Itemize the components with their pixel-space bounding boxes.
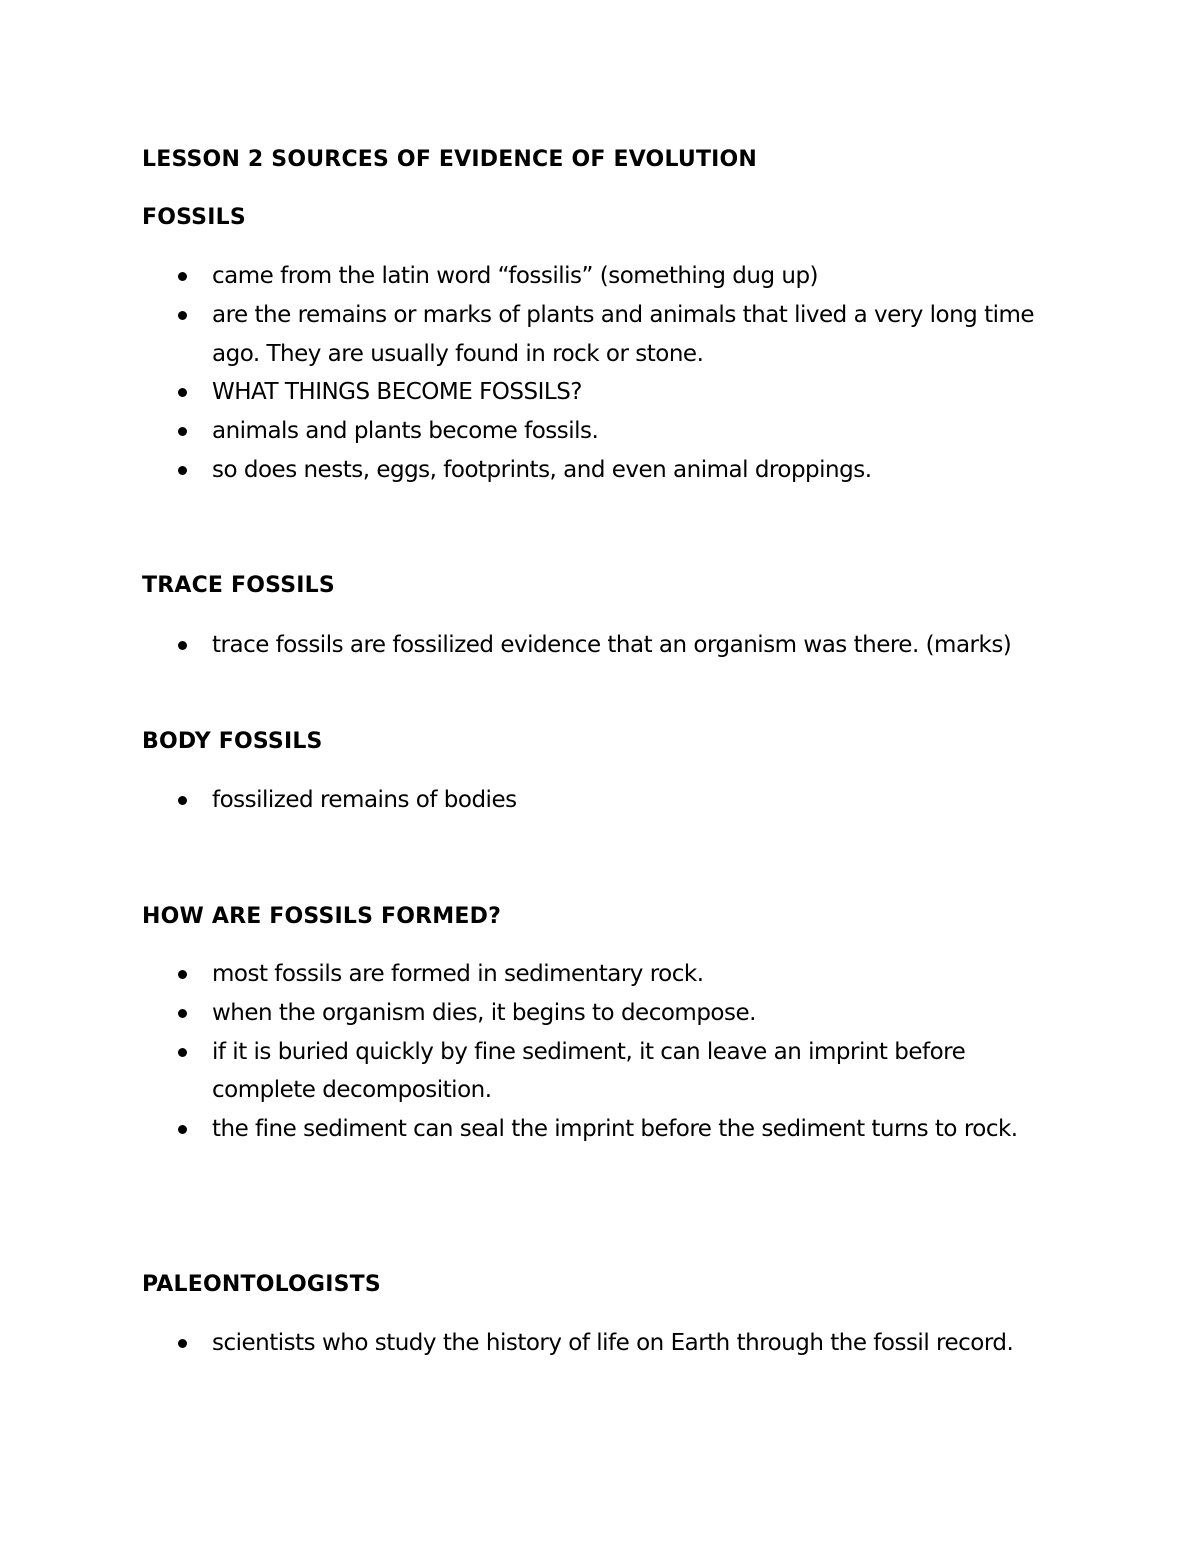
list-item (142, 955, 1062, 994)
bullet-icon (178, 388, 187, 397)
list-item (142, 994, 1062, 1033)
bullet-icon (178, 1125, 187, 1134)
list-item-text: so does nests, eggs, footprints, and even animal droppings. (212, 456, 872, 483)
list-item (142, 1110, 1022, 1149)
bullet-icon (178, 466, 187, 475)
list-item (142, 1324, 1062, 1363)
bullet-icon (178, 311, 187, 320)
list-item (142, 451, 1062, 490)
trace-fossils-list (142, 626, 1062, 665)
fossils-list (142, 257, 1062, 490)
list-item (142, 781, 1062, 820)
list-item-text: when the organism dies, it begins to decompose. (212, 999, 756, 1026)
list-item (142, 373, 1062, 412)
lesson-title: LESSON 2 SOURCES OF EVIDENCE OF EVOLUTION (142, 147, 758, 172)
bullet-icon (178, 641, 187, 650)
list-item-text: most fossils are formed in sedimentary rock. (212, 961, 704, 987)
list-item-text: trace fossils are fossilized evidence that an organism was there. (marks) (212, 632, 1012, 658)
list-item (142, 296, 1062, 374)
list-item (142, 626, 1062, 665)
list-item-text: are the remains or marks of plants and animals that lived a very long time ago. They are usually found in rock or stone. (212, 301, 1035, 367)
section-heading-how-formed: HOW ARE FOSSILS FORMED? (142, 904, 502, 929)
list-item-text: fossilized remains of bodies (212, 787, 517, 813)
list-item-text: came from the latin word “fossilis” (something dug up) (212, 263, 819, 289)
bullet-icon (178, 427, 187, 436)
body-fossils-list (142, 781, 1062, 820)
bullet-icon (178, 1009, 187, 1018)
bullet-icon (178, 796, 187, 805)
list-item-text: WHAT THINGS BECOME FOSSILS? (212, 379, 583, 406)
section-heading-body-fossils: BODY FOSSILS (142, 729, 323, 754)
paleontologists-list (142, 1324, 1062, 1363)
section-heading-fossils: FOSSILS (142, 205, 246, 230)
bullet-icon (178, 1339, 187, 1348)
section-heading-paleontologists: PALEONTOLOGISTS (142, 1272, 381, 1297)
section-heading-trace-fossils: TRACE FOSSILS (142, 573, 335, 598)
list-item-text: if it is buried quickly by fine sediment, it can leave an imprint before complete decomposition. (212, 1038, 966, 1104)
list-item (142, 412, 1062, 451)
list-item-text: animals and plants become fossils. (212, 418, 599, 445)
bullet-icon (178, 1048, 187, 1057)
bullet-icon (178, 272, 187, 281)
bullet-icon (178, 970, 187, 979)
list-item-text: scientists who study the history of life on Earth through the fossil record. (212, 1330, 1014, 1356)
list-item (142, 1033, 1022, 1111)
how-formed-list (142, 955, 1062, 1149)
list-item (142, 257, 1062, 296)
list-item-text: the fine sediment can seal the imprint before the sediment turns to rock. (212, 1116, 1018, 1143)
